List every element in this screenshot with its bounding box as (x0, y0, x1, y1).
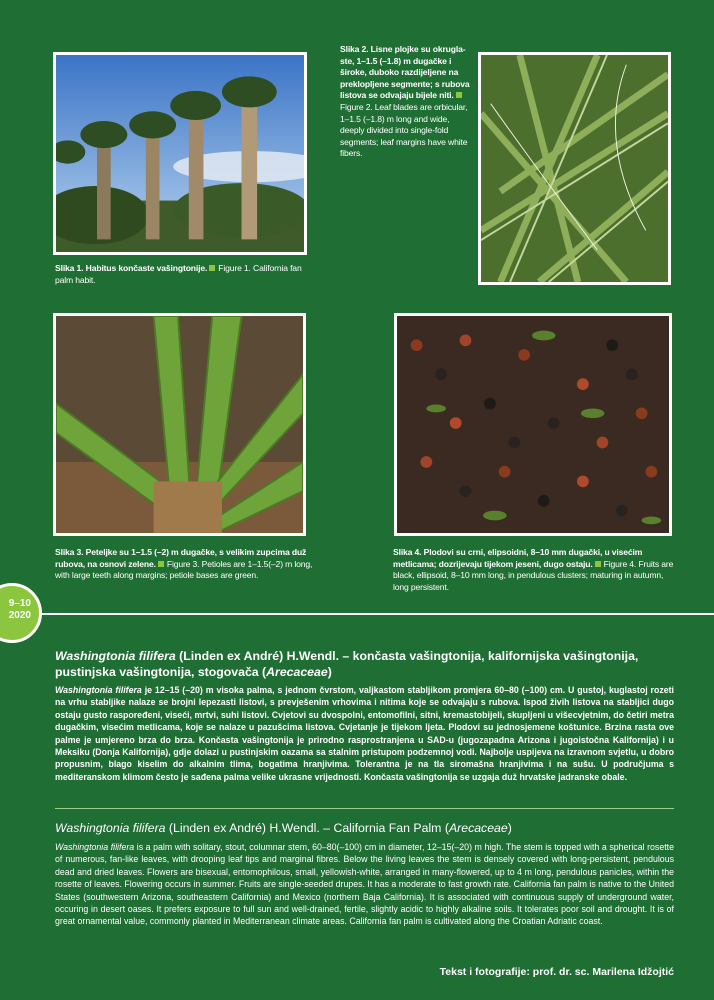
issue-badge (0, 583, 42, 643)
square-bullet-icon (158, 561, 164, 567)
photo-petioles (53, 313, 306, 536)
title-close: ) (327, 665, 332, 679)
section-separator (55, 808, 674, 809)
caption-en: Figure 3. Petioles are 1–1.5(–2) m long, with large teeth along margins; petiole bases are green. (55, 558, 313, 581)
title-family: Arecaceae (266, 665, 328, 679)
title-close: ) (507, 821, 512, 835)
en-section-title (55, 820, 675, 836)
caption-hr: Slika 1. Habitus končaste vašingtonije. (55, 263, 208, 273)
body-text: is a palm with solitary, stout, columnar stem, 60–80(–100) cm in diameter, 12–15(–20) m high. The stem is topped with a spherical rosette of numerous, fan-like leaves, with drooping leaf tips and marginal fibres. Below the living leaves the stem is densely covered with long-persistent, pendulous dead and dried leaves. Flowers are bisexual, entomophilous, small, yellowish-white, arranged in many-flowered, up to 4 m long, pendulous panicles, within the rosette of leaves. Flowering occurs in summer. Fruits are single-seeded drupes. It has a moderate to fast growth rate. California fan palm is native to the United States (southwestern Arizona, southeastern California) and Mexico (northern Baja California). It is associated with continuous supply of underground water, occuring in desert oases. It prefers exposure to full sun and well-drained, fertile, slightly acidic to highly alkaline soils. It tolerates poor soil and drought. It is of great ornamental value, commonly planted in Mediterranean climate areas. California fan palm is cultivated along the Croatian Adriatic coast. (55, 842, 675, 927)
issue-year: 2020 (8, 610, 31, 621)
title-family: Arecaceae (448, 821, 508, 835)
photo-fruits (394, 313, 672, 536)
body-species: Washingtonia filifera (55, 685, 142, 695)
body-text: je 12–15 (–20) m visoka palma, s jednom čvrstom, valjkastom stabljikom promjera 60–80 (–100) cm. U gustoj, kuglastoj rozeti na vrhu stabljike nalaze se brojni lepezasti listovi, s prevješenim vrhovima i nitima koje se odvajaju s rubova. Ispod živih listova na stabljici dugo ostaju gusto raspoređeni, viseći, mrtvi, suhi listovi. Cvjetovi su dvospolni, entomofilni, sitni, kremastobijeli, skupljeni u višecvjetnim, do četiri metra dugačkim, visećim metlicama, koje se nalaze u pazušcima listova. Cvjetanje je tijekom ljeta. Plodovi su jednosjemene koštunice. Brzina rasta ove palme je umjereno brza do brza. Končasta vašingtonija je prirodno rasprostranjena u SAD-u (jugozapadna Arizona i jugoistočna Kalifornija) i u Meksiku (Donja Kalifornija), gdje dolazi u pustinjskim oazama sa stalnim pristupom podzemnoj vodi. Najbolje uspijeva na izravnom svjetlu, u dobro propusnim, blago kiselim do alkalnim tlima, bogatima hranjivima. Tolerantna je na tla siromašna hranjivima i na sušu. U područjuma s mediteranskom klimom često je sađena palma velike ukrasne vrijednosti. Končasta vašingtonija se uzgaja duž hrvatske jadranske obale. (55, 685, 674, 782)
square-bullet-icon (209, 265, 215, 271)
caption-hr: Slika 4. Plodovi su crni, elipsoidni, 8–10 mm dugački, u visećim metlicama; dozrijevaju tijekom jeseni, dugo ostaju. (393, 547, 643, 569)
caption-figure-1 (55, 263, 310, 286)
en-section-body (55, 841, 674, 928)
caption-hr: Slika 3. Peteljke su 1–1.5 (–2) m dugačke, s velikim zupcima duž rubova, na osnovi zelene. (55, 547, 307, 569)
issue-number: 9–10 (8, 598, 31, 609)
photo-palm-habit (53, 52, 307, 255)
caption-en: Figure 1. California fan palm habit. (55, 263, 302, 285)
hr-section-body (55, 684, 674, 783)
body-species: Washingtonia filifera (55, 842, 135, 852)
caption-figure-2 (340, 44, 471, 160)
photo-leaf-blades (478, 52, 671, 285)
hr-section-title (55, 648, 675, 680)
author-credit: Tekst i fotografije: prof. dr. sc. Marilena Idžojtić (439, 966, 674, 978)
caption-en: Figure 4. Fruits are black, ellipsoid, 8–10 mm long, in pendulous clusters; maturing in autumn, long persistent. (393, 558, 674, 592)
caption-hr: Slika 2. Lisne plojke su okruglaste, 1–1.5 (–1.8) m dugačke i široke, duboko razdijeljene na preklopljene segmente; s rubova listova se odvajaju bijele niti. (340, 44, 470, 101)
title-text: (Linden ex André) H.Wendl. – končasta vašingtonija, kalifornijska vašingtonija, pustinjska vašingtonija, stogovača ( (55, 649, 639, 679)
caption-figure-4 (393, 547, 678, 593)
caption-figure-3 (55, 547, 317, 582)
title-species: Washingtonia filifera (55, 821, 166, 835)
square-bullet-icon (456, 92, 462, 98)
title-species: Washingtonia filifera (55, 649, 176, 663)
square-bullet-icon (595, 561, 601, 567)
caption-en: Figure 2. Leaf blades are orbicular, 1–1.5 (–1.8) m long and wide, deeply divided into single-fold segments; leaf margins have white fibers. (340, 101, 468, 159)
title-text: (Linden ex André) H.Wendl. – California Fan Palm ( (165, 821, 449, 835)
section-divider (38, 613, 714, 615)
